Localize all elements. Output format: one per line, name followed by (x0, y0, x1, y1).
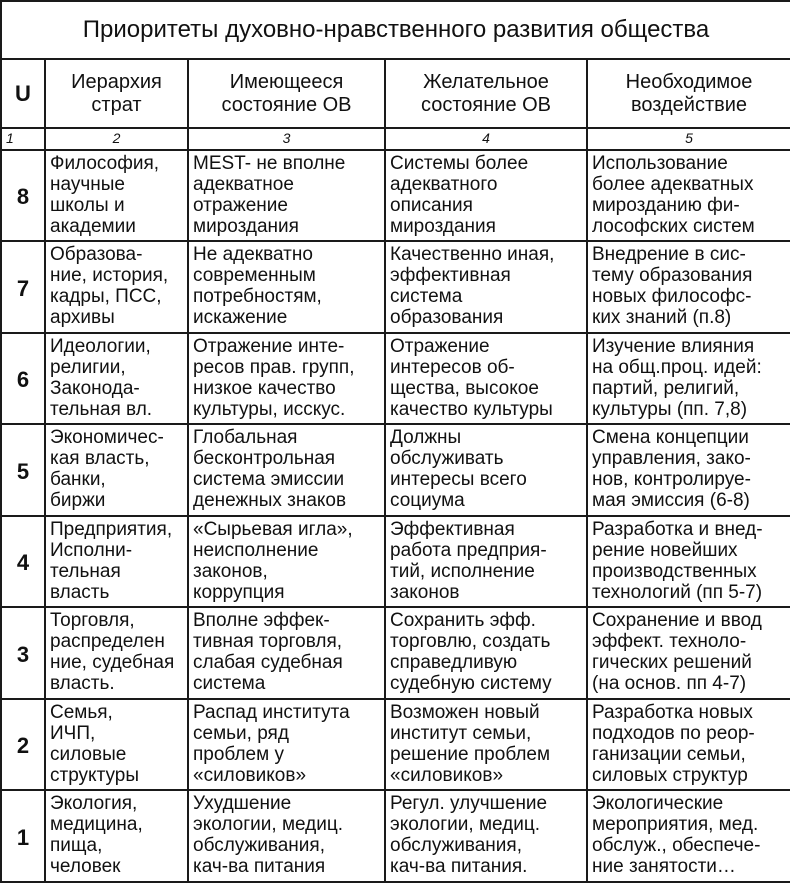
stratum-level: 6 (1, 333, 45, 425)
cell-text: MEST- не вполне адекватное отражение мироздания (193, 152, 346, 237)
cell-strata (45, 333, 188, 425)
cell-text: Философия, научные школы и академии (50, 152, 160, 237)
cell-action (587, 607, 790, 699)
table-row (1, 790, 790, 882)
cell-action (587, 150, 790, 242)
cell-desired (385, 241, 587, 333)
cell-desired (385, 790, 587, 882)
cell-text: Ухудшение экологии, медиц. обслуживания, кач-ва питания (193, 793, 344, 878)
cell-text: Возможен новый институт семьи, решение проблем «силовиков» (390, 701, 551, 786)
title-row (1, 1, 790, 59)
header-strata: Иерархия страт (45, 59, 188, 127)
cell-text: Сохранение и ввод эффект. техноло- гических решений (на основ. пп 4-7) (592, 610, 762, 695)
cell-text: Системы более адекватного описания мироздания (390, 152, 529, 237)
table-title: Приоритеты духовно-нравственного развития общества (1, 1, 790, 59)
cell-text: Распад института семьи, ряд проблем у «силовиков» (193, 701, 350, 786)
cell-action (587, 333, 790, 425)
cell-text: Внедрение в сис- тему образования новых философс- ких знаний (п.8) (592, 244, 753, 329)
column-number: 4 (385, 128, 587, 150)
cell-text: Идеологии, религии, Законода- тельная вл. (50, 335, 153, 420)
stratum-level: 2 (1, 699, 45, 791)
cell-text: Должны обслуживать интересы всего социума (390, 427, 527, 512)
cell-text: Глобальная бесконтрольная система эмиссии денежных знаков (193, 427, 347, 512)
cell-text: «Сырьевая игла», неисполнение законов, коррупция (193, 518, 353, 603)
column-number: 3 (188, 128, 385, 150)
stratum-level: 4 (1, 516, 45, 608)
cell-strata (45, 150, 188, 242)
cell-text: Сохранить эфф. торговлю, создать справедливую судебную систему (390, 610, 552, 695)
cell-text: Экология, медицина, пища, человек (50, 793, 143, 878)
cell-text: Торговля, распределен ние, судебная власть. (50, 610, 175, 695)
cell-strata (45, 790, 188, 882)
cell-text: Не адекватно современным потребностям, искажение (193, 244, 322, 329)
cell-text: Качественно иная, эффективная система образования (390, 244, 555, 329)
header-action: Необходимое воздействие (587, 59, 790, 127)
table-row (1, 150, 790, 242)
cell-desired (385, 424, 587, 516)
cell-current (188, 150, 385, 242)
cell-action (587, 424, 790, 516)
cell-desired (385, 699, 587, 791)
table-row (1, 333, 790, 425)
cell-text: Разработка и внед- рение новейших производственных технологий (пп 5-7) (592, 518, 763, 603)
column-number: 5 (587, 128, 790, 150)
cell-text: Экономичес- кая власть, банки, биржи (50, 427, 164, 512)
table-row (1, 607, 790, 699)
table-row (1, 699, 790, 791)
header-row (1, 59, 790, 127)
cell-text: Изучение влияния на общ.проц. идей: партий, религий, культуры (пп. 7,8) (592, 335, 762, 420)
cell-action (587, 699, 790, 791)
header-current: Имеющееся состояние ОВ (188, 59, 385, 127)
stratum-level: 1 (1, 790, 45, 882)
cell-current (188, 699, 385, 791)
cell-action (587, 790, 790, 882)
table-body (1, 150, 790, 882)
cell-text: Регул. улучшение экологии, медиц. обслуживания, кач-ва питания. (390, 793, 548, 878)
table-row (1, 241, 790, 333)
cell-desired (385, 607, 587, 699)
cell-text: Семья, ИЧП, силовые структуры (50, 701, 140, 786)
cell-action (587, 241, 790, 333)
column-number: 1 (1, 128, 45, 150)
cell-current (188, 424, 385, 516)
cell-text: Образова- ние, история, кадры, ПСС, архивы (50, 244, 169, 329)
cell-text: Экологические мероприятия, мед. обслуж., обеспече- ние занятости… (592, 793, 761, 878)
stratum-level: 5 (1, 424, 45, 516)
cell-desired (385, 333, 587, 425)
cell-strata (45, 241, 188, 333)
cell-action (587, 516, 790, 608)
cell-desired (385, 150, 587, 242)
table-row (1, 516, 790, 608)
cell-strata (45, 607, 188, 699)
stratum-level: 3 (1, 607, 45, 699)
stratum-level: 8 (1, 150, 45, 242)
cell-strata (45, 516, 188, 608)
cell-current (188, 607, 385, 699)
cell-current (188, 241, 385, 333)
cell-strata (45, 424, 188, 516)
header-u: U (1, 59, 45, 127)
cell-text: Эффективная работа предприя- тий, исполнение законов (390, 518, 547, 603)
cell-text: Вполне эффек- тивная торговля, слабая судебная система (193, 610, 343, 695)
cell-current (188, 333, 385, 425)
cell-text: Отражение интересов об- щества, высокое качество культуры (390, 335, 553, 420)
cell-text: Разработка новых подходов по реор- ганизации семьи, силовых структур (592, 701, 755, 786)
cell-strata (45, 699, 188, 791)
cell-desired (385, 516, 587, 608)
cell-text: Смена концепции управления, зако- нов, контролируе- мая эмиссия (6-8) (592, 427, 751, 512)
table-row (1, 424, 790, 516)
cell-current (188, 790, 385, 882)
column-number-row (1, 128, 790, 150)
column-number: 2 (45, 128, 188, 150)
cell-current (188, 516, 385, 608)
cell-text: Использование более адекватных мирозданию фи- лософских систем (592, 152, 755, 237)
header-desired: Желательное состояние ОВ (385, 59, 587, 127)
cell-text: Отражение инте- ресов прав. групп, низкое качество культуры, исскус. (193, 335, 355, 420)
stratum-level: 7 (1, 241, 45, 333)
cell-text: Предприятия, Исполни- тельная власть (50, 518, 173, 603)
